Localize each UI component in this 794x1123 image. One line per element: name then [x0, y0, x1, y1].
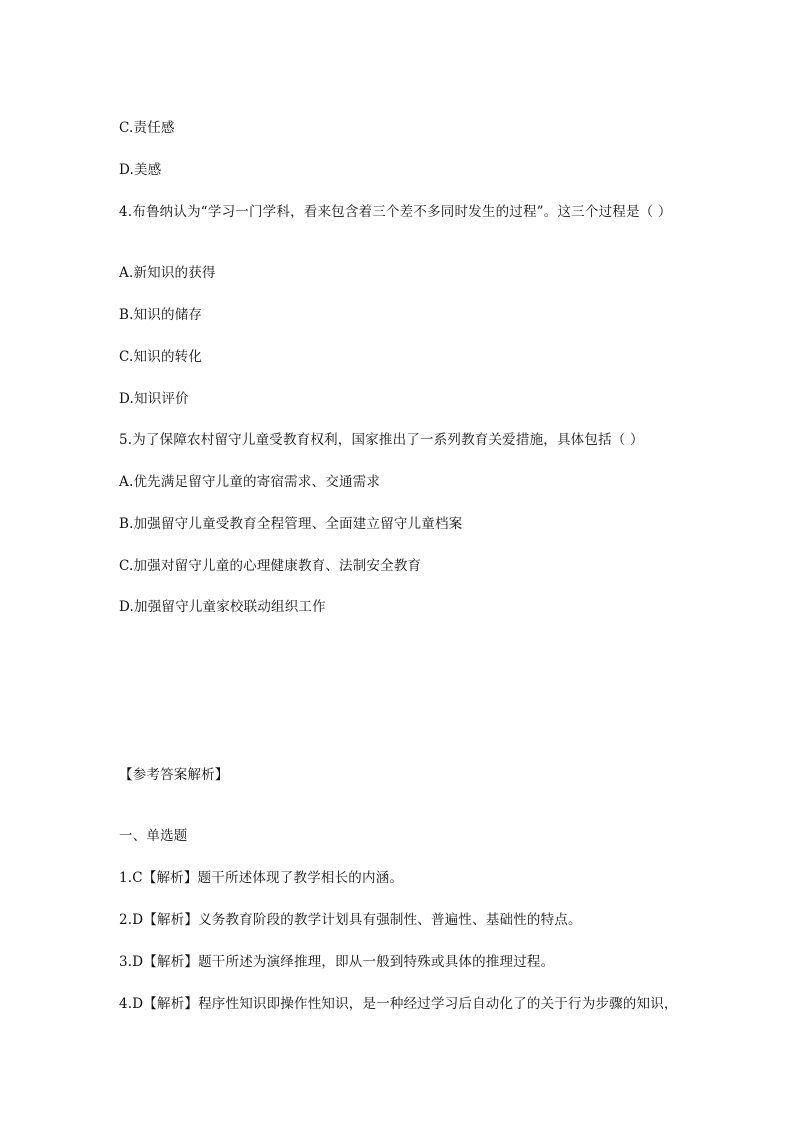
q5-option-c: C.加强对留守儿童的心理健康教育、法制安全教育 [119, 558, 422, 574]
answer-item-2: 2.D【解析】义务教育阶段的教学计划具有强制性、普遍性、基础性的特点。 [119, 912, 582, 928]
answer-item-4: 4.D【解析】程序性知识即操作性知识，是一种经过学习后自动化了的关于行为步骤的知识， [119, 996, 678, 1012]
q5-stem: 5.为了保障农村留守儿童受教育权利，国家推出了一系列教育关爱措施，具体包括（ ） [119, 432, 644, 448]
q5-option-b: B.加强留守儿童受教育全程管理、全面建立留守儿童档案 [119, 516, 463, 532]
q4-option-d: D.知识评价 [119, 391, 189, 407]
q4-option-b: B.知识的储存 [119, 307, 203, 323]
answers-heading: 【参考答案解析】 [119, 767, 229, 783]
answer-item-3: 3.D【解析】题干所述为演绎推理，即从一般到特殊或具体的推理过程。 [119, 954, 555, 970]
q4-option-a: A.新知识的获得 [119, 265, 216, 281]
q5-option-d: D.加强留守儿童家校联动组织工作 [119, 599, 326, 615]
answer-item-1: 1.C【解析】题干所述体现了教学相长的内涵。 [119, 870, 404, 886]
q5-option-a: A.优先满足留守儿童的寄宿需求、交通需求 [119, 474, 381, 490]
q4-option-c: C.知识的转化 [119, 349, 203, 365]
q3-option-c: C.责任感 [119, 120, 175, 136]
q3-option-d: D.美感 [119, 162, 162, 178]
q4-stem: 4.布鲁纳认为“学习一门学科，看来包含着三个差不多同时发生的过程”。这三个过程是（ ） [119, 204, 672, 220]
answers-section-title: 一、单选题 [119, 828, 188, 844]
